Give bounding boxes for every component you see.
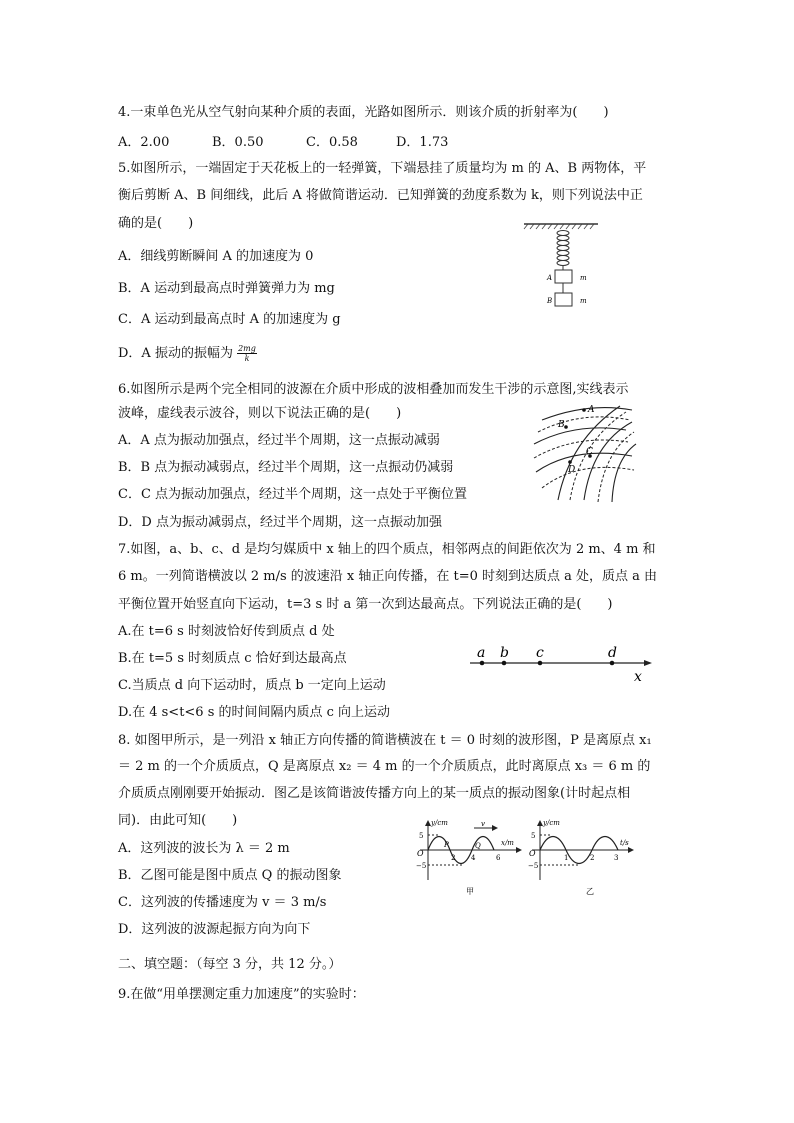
fraction-numerator: 2mg bbox=[238, 344, 256, 353]
q6-option-b: B．B 点为振动减弱点，经过半个周期，这一点振动仍减弱 bbox=[118, 460, 454, 475]
point-b bbox=[502, 661, 507, 666]
q5-stem-line-3: 确的是( ) bbox=[118, 216, 194, 231]
point-b bbox=[564, 425, 568, 429]
q8-option-b: B．乙图可能是图中质点 Q 的振动图象 bbox=[118, 868, 342, 883]
q6-option-c: C．C 点为振动加强点，经过半个周期，这一点处于平衡位置 bbox=[118, 487, 468, 502]
label-D: D bbox=[568, 465, 576, 475]
point-d bbox=[610, 661, 615, 666]
label-a: a bbox=[477, 645, 486, 661]
label-m1: m bbox=[580, 274, 587, 282]
fraction-denominator: k bbox=[244, 354, 250, 363]
q4-option-d: D．1.73 bbox=[396, 135, 449, 150]
xlabel: x/m bbox=[501, 839, 514, 847]
xtick-3: 3 bbox=[614, 854, 619, 862]
ytick-neg5: −5 bbox=[416, 862, 427, 870]
ylabel: y/cm bbox=[543, 819, 560, 827]
q4-stem: 4.一束单色光从空气射向某种介质的表面，光路如图所示．则该介质的折射率为( ) bbox=[118, 105, 609, 120]
spring-blocks-figure bbox=[522, 222, 602, 318]
point-a bbox=[480, 661, 485, 666]
point-c bbox=[538, 661, 543, 666]
q5-option-d bbox=[118, 344, 257, 363]
xlabel: t/s bbox=[620, 839, 629, 847]
label-b: B bbox=[547, 297, 553, 305]
label-A: A bbox=[588, 405, 595, 415]
x-axis-points-figure bbox=[466, 643, 656, 685]
block-a bbox=[555, 270, 572, 283]
q5-stem-line-1: 5.如图所示，一端固定于天花板上的一轻弹簧，下端悬挂了质量均为 m 的 A、B 两物体，平 bbox=[118, 161, 647, 176]
interference-figure bbox=[528, 400, 640, 504]
q8-option-d: D．这列波的波源起振方向为向下 bbox=[118, 922, 311, 937]
xtick-2: 2 bbox=[590, 854, 595, 862]
caption-jia: 甲 bbox=[466, 887, 474, 896]
ytick-5: 5 bbox=[419, 832, 424, 840]
label-a: A bbox=[547, 274, 553, 282]
q5-option-c: C．A 运动到最高点时 A 的加速度为 g bbox=[118, 312, 341, 327]
ytick-neg5: −5 bbox=[528, 862, 539, 870]
q8-stem-line-4: 同)．由此可知( ) bbox=[118, 813, 238, 828]
v-label: v bbox=[481, 820, 485, 828]
q6-stem-line-1: 6.如图所示是两个完全相同的波源在介质中形成的波相叠加而发生干涉的示意图,实线表示 bbox=[118, 382, 629, 397]
q7-option-a: A.在 t=6 s 时刻波恰好传到质点 d 处 bbox=[118, 624, 335, 639]
section-2-heading: 二、填空题：（每空 3 分，共 12 分。） bbox=[118, 957, 342, 972]
q4-option-b: B．0.50 bbox=[212, 135, 264, 150]
xtick-1: 1 bbox=[564, 854, 569, 862]
xtick-4: 4 bbox=[471, 854, 476, 862]
amplitude-fraction bbox=[237, 344, 257, 363]
xtick-6: 6 bbox=[496, 854, 501, 862]
label-m2: m bbox=[580, 297, 587, 305]
q6-stem-line-2: 波峰，虚线表示波谷，则以下说法正确的是( ) bbox=[118, 406, 402, 421]
origin: O bbox=[529, 849, 536, 858]
xtick-2: 2 bbox=[451, 854, 456, 862]
block-b bbox=[555, 293, 572, 306]
q5-option-b: B．A 运动到最高点时弹簧弹力为 mg bbox=[118, 281, 335, 296]
q7-option-b: B.在 t=5 s 时刻质点 c 恰好到达最高点 bbox=[118, 651, 347, 666]
q7-stem-line-1: 7.如图，a、b、c、d 是均匀媒质中 x 轴上的四个质点，相邻两点的间距依次为 2 m、4 m 和 bbox=[118, 542, 656, 557]
spring-coil bbox=[557, 231, 569, 266]
q6-option-d: D．D 点为振动减弱点，经过半个周期，这一点振动加强 bbox=[118, 515, 442, 530]
q7-option-d: D.在 4 s<t<6 s 的时间间隔内质点 c 向上运动 bbox=[118, 705, 391, 720]
q7-stem-line-3: 平衡位置开始竖直向下运动，t=3 s 时 a 第一次到达最高点。下列说法正确的是( ) bbox=[118, 597, 613, 612]
q6-option-a: A．A 点为振动加强点，经过半个周期，这一点振动减弱 bbox=[118, 433, 440, 448]
ytick-5: 5 bbox=[531, 832, 536, 840]
q4-options bbox=[118, 134, 448, 152]
wave-graph-jia bbox=[414, 818, 524, 900]
point-p: P bbox=[444, 841, 449, 849]
q8-stem-line-2: ＝ 2 m 的一个介质质点，Q 是离原点 x₂ ＝ 4 m 的一个介质质点，此时离原点 x₃ ＝ 6 m 的 bbox=[118, 759, 651, 774]
caption-yi: 乙 bbox=[586, 887, 594, 896]
q8-option-c: C．这列波的传播速度为 v ＝ 3 m/s bbox=[118, 895, 327, 910]
q7-option-c: C.当质点 d 向下运动时，质点 b 一定向上运动 bbox=[118, 678, 386, 693]
label-x: x bbox=[634, 669, 642, 685]
q8-stem-line-1: 8. 如图甲所示，是一列沿 x 轴正方向传播的简谐横波在 t ＝ 0 时刻的波形图，P 是离原点 x₁ bbox=[118, 733, 652, 748]
label-C: C bbox=[586, 447, 593, 457]
point-d bbox=[568, 460, 572, 464]
vibration-graph-yi bbox=[528, 818, 640, 900]
origin: O bbox=[417, 849, 424, 858]
point-q: Q bbox=[475, 842, 481, 850]
label-B: B bbox=[558, 420, 565, 430]
ylabel: y/cm bbox=[431, 819, 448, 827]
q5-option-d-text: D．A 振动的振幅为 bbox=[118, 346, 233, 361]
label-d: d bbox=[608, 645, 617, 661]
q5-stem-line-2: 衡后剪断 A、B 间细线，此后 A 将做简谐运动．已知弹簧的劲度系数为 k，则下列说法中正 bbox=[118, 188, 643, 203]
point-a bbox=[582, 408, 586, 412]
q9-stem: 9.在做“用单摆测定重力加速度”的实验时： bbox=[118, 987, 365, 1002]
q8-option-a: A．这列波的波长为 λ ＝ 2 m bbox=[118, 841, 290, 856]
label-b: b bbox=[500, 645, 509, 661]
q8-stem-line-3: 介质质点刚刚要开始振动．图乙是该简谐波传播方向上的某一质点的振动图象(计时起点相 bbox=[118, 786, 631, 801]
q5-option-a: A．细线剪断瞬间 A 的加速度为 0 bbox=[118, 249, 314, 264]
q4-option-c: C．0.58 bbox=[306, 135, 358, 150]
q4-option-a: A．2.00 bbox=[118, 135, 170, 150]
q7-stem-line-2: 6 m。一列简谐横波以 2 m/s 的波速沿 x 轴正向传播，在 t=0 时刻到达质点 a 处，质点 a 由 bbox=[118, 569, 658, 584]
label-c: c bbox=[536, 645, 544, 661]
